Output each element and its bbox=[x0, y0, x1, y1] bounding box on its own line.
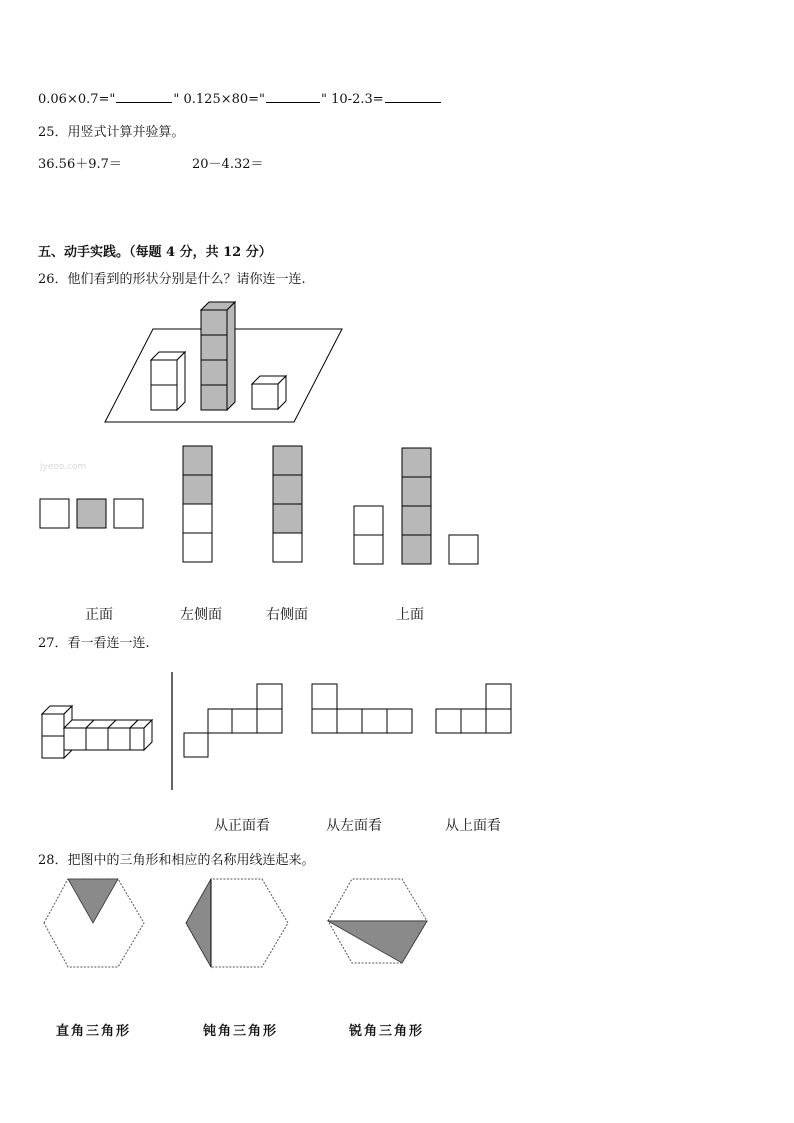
hexagon-3 bbox=[328, 879, 427, 963]
answer-blank-3[interactable] bbox=[385, 90, 441, 103]
q25-title: 25．用竖式计算并验算。 bbox=[38, 125, 185, 140]
q24-expr3: " 10-2.3= bbox=[321, 92, 384, 107]
q24-expr2: " 0.125×80=" bbox=[173, 92, 266, 107]
q26-3d-figure bbox=[100, 298, 350, 428]
q27-label-top: 从上面看 bbox=[445, 818, 501, 834]
q25-expr2: 20－4.32＝ bbox=[192, 157, 264, 172]
q28-label-obtuse: 钝角三角形 bbox=[203, 1024, 279, 1039]
q27-label-left: 从左面看 bbox=[326, 818, 382, 834]
q24-line bbox=[38, 90, 442, 108]
q27-figures bbox=[38, 668, 518, 794]
answer-blank-1[interactable] bbox=[116, 90, 172, 103]
q28-hexagons bbox=[40, 875, 440, 975]
q25-expr1: 36.56＋9.7＝ bbox=[38, 157, 122, 172]
watermark: jyeoo.com bbox=[40, 462, 87, 472]
q28-label-acute: 锐角三角形 bbox=[349, 1024, 425, 1039]
hexagon-1 bbox=[44, 879, 144, 967]
q26-label-top: 上面 bbox=[396, 607, 424, 623]
answer-blank-2[interactable] bbox=[266, 90, 320, 103]
q28-title: 28．把图中的三角形和相应的名称用线连起来。 bbox=[38, 853, 315, 868]
q26-label-left: 左侧面 bbox=[180, 607, 222, 623]
section5-title: 五、动手实践。（每题 4 分，共 12 分） bbox=[38, 245, 272, 260]
q26-label-front: 正面 bbox=[85, 607, 113, 623]
q28-label-right: 直角三角形 bbox=[56, 1024, 132, 1039]
q27-label-front: 从正面看 bbox=[214, 818, 270, 834]
q26-label-right: 右侧面 bbox=[266, 607, 308, 623]
q27-title: 27．看一看连一连. bbox=[38, 636, 150, 651]
hexagon-2 bbox=[186, 879, 288, 967]
q26-title: 26．他们看到的形状分别是什么？请你连一连. bbox=[38, 272, 306, 287]
q24-expr1: 0.06×0.7=" bbox=[38, 92, 116, 107]
q26-view-options bbox=[38, 444, 488, 568]
